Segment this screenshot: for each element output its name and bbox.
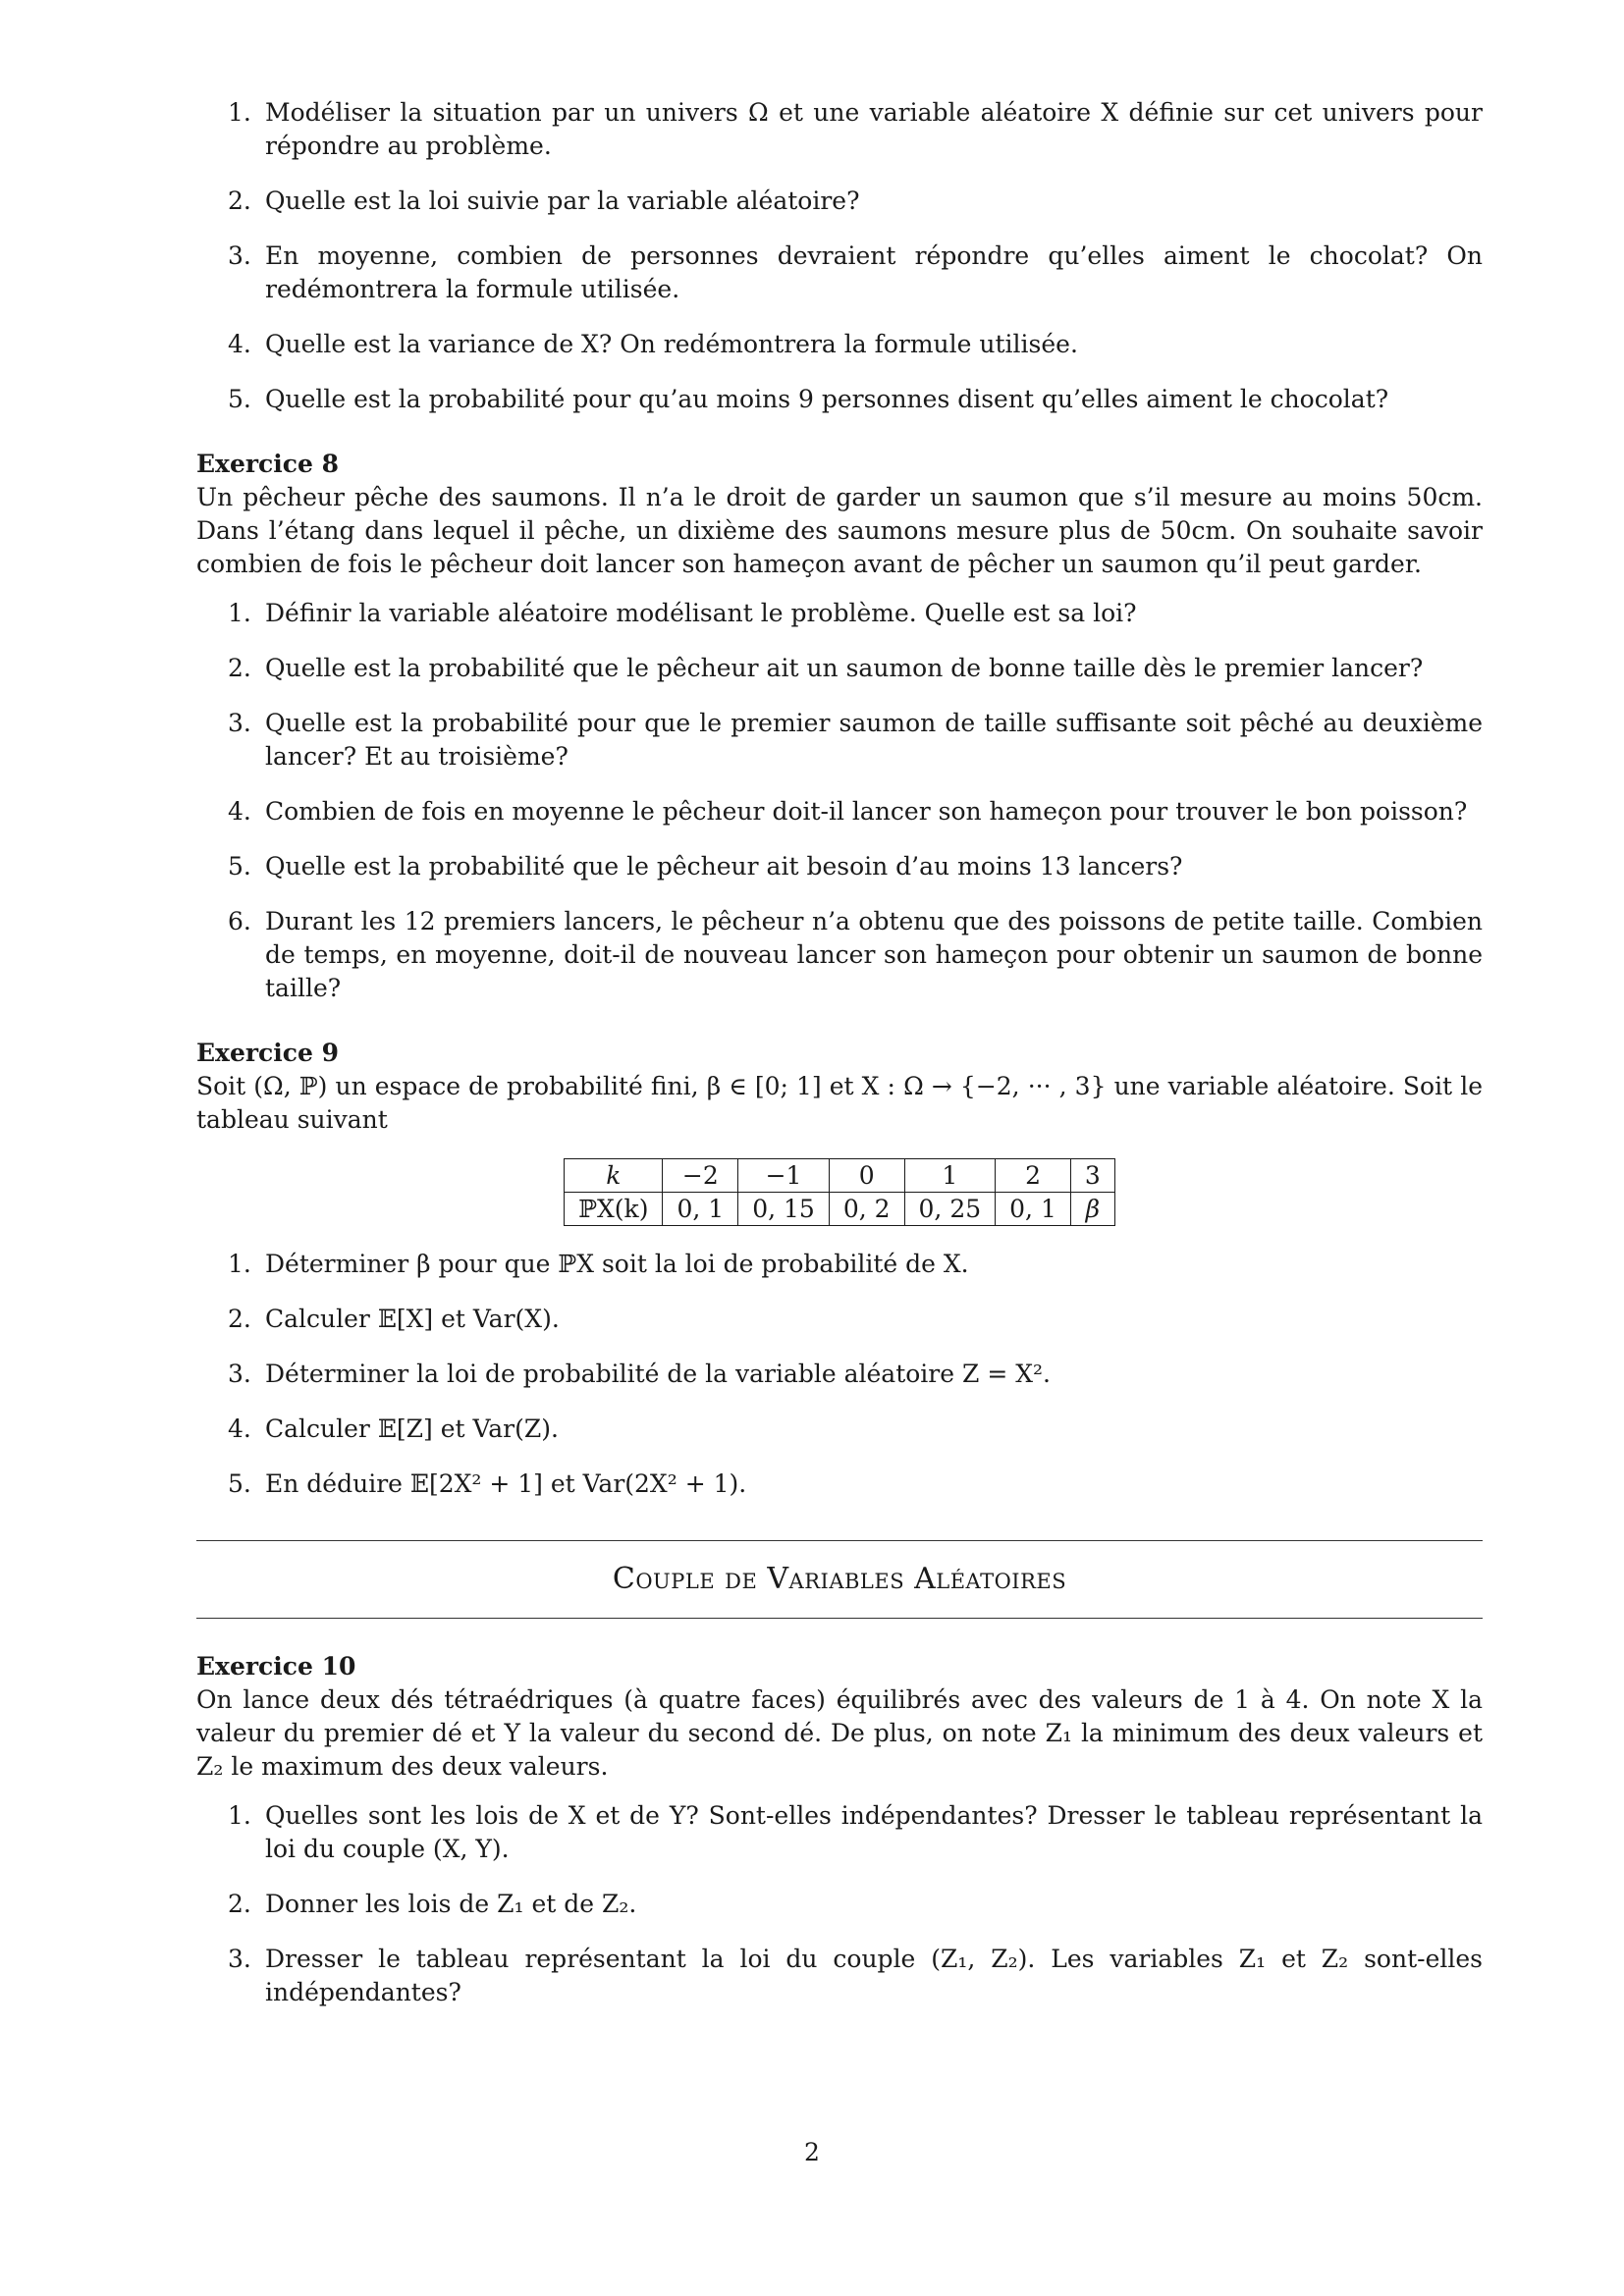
list-item: 3. Dresser le tableau représentant la loi du couple (Z₁, Z₂). Les variables Z₁ et Z₂ sont-elles indépendantes? bbox=[228, 1945, 1483, 2006]
list-item: 2. Quelle est la probabilité que le pêcheur ait un saumon de bonne taille dès le premier lancer? bbox=[228, 654, 1424, 682]
list-item: 5. Quelle est la probabilité pour qu’au moins 9 personnes disent qu’elles aiment le chocolat? bbox=[228, 385, 1389, 413]
list-item: 1. Modéliser la situation par un univers Ω et une variable aléatoire X définie sur cet univers pour répondre au problème. bbox=[228, 98, 1483, 160]
list-item: 3. Quelle est la probabilité pour que le premier saumon de taille suffisante soit pêché au deuxième lancer? Et au troisième? bbox=[228, 709, 1483, 771]
probability-table bbox=[564, 1158, 1115, 1226]
intro-question-list bbox=[196, 96, 1483, 416]
exercise-10-title: Exercice 10 bbox=[196, 1652, 356, 1681]
list-item: 5. Quelle est la probabilité que le pêcheur ait besoin d’au moins 13 lancers? bbox=[228, 852, 1183, 881]
list-item: 2. Donner les lois de Z₁ et de Z₂. bbox=[228, 1890, 637, 1918]
list-item: 1. Quelles sont les lois de X et de Y? Sont-elles indépendantes? Dresser le tableau représentant la loi du couple (X, Y). bbox=[228, 1801, 1483, 1863]
list-item: 6. Durant les 12 premiers lancers, le pêcheur n’a obtenu que des poissons de petite taille. Combien de temps, en moyenne, doit-il de nouveau lancer son hameçon pour obtenir un saumon de bonne taille? bbox=[228, 907, 1483, 1002]
list-item: 1. Déterminer β pour que ℙX soit la loi de probabilité de X. bbox=[228, 1250, 969, 1278]
table-cell: −1 bbox=[738, 1159, 830, 1193]
exercise-10-questions bbox=[196, 1799, 1483, 2009]
page-number: 2 bbox=[804, 2138, 820, 2166]
table-cell: −2 bbox=[663, 1159, 738, 1193]
table-cell: 0 bbox=[829, 1159, 904, 1193]
exercise-9-questions bbox=[196, 1248, 1483, 1501]
table-cell: ℙX(k) bbox=[565, 1193, 663, 1226]
exercise-8-title: Exercice 8 bbox=[196, 450, 339, 478]
table-row bbox=[565, 1159, 1115, 1193]
table-cell: 0, 1 bbox=[996, 1193, 1071, 1226]
list-item: 3. En moyenne, combien de personnes devraient répondre qu’elles aiment le chocolat? On redémontrera la formule utilisée. bbox=[228, 241, 1483, 303]
exercise-9-title: Exercice 9 bbox=[196, 1039, 339, 1067]
table-cell: 3 bbox=[1070, 1159, 1114, 1193]
exercise-8-statement: Un pêcheur pêche des saumons. Il n’a le droit de garder un saumon que s’il mesure au moins 50cm. Dans l’étang dans lequel il pêche, un dixième des saumons mesure plus de 50cm. On souhaite savoir combien de fois le pêcheur doit lancer son hameçon avant de pêcher un saumon qu’il peut garder. bbox=[196, 483, 1483, 578]
list-item: 2. Calculer 𝔼[X] et Var(X). bbox=[228, 1305, 560, 1333]
list-item: 3. Déterminer la loi de probabilité de la variable aléatoire Z = X². bbox=[228, 1360, 1051, 1388]
exercise-8-questions bbox=[196, 597, 1483, 1005]
exercise-10-statement: On lance deux dés tétraédriques (à quatre faces) équilibrés avec des valeurs de 1 à 4. On note X la valeur du premier dé et Y la valeur du second dé. De plus, on note Z₁ la minimum des deux valeurs et Z₂ le maximum des deux valeurs. bbox=[196, 1685, 1483, 1781]
table-cell: k bbox=[565, 1159, 663, 1193]
list-item: 4. Quelle est la variance de X? On redémontrera la formule utilisée. bbox=[228, 330, 1078, 358]
table-cell: 0, 25 bbox=[904, 1193, 996, 1226]
table-cell: 0, 1 bbox=[663, 1193, 738, 1226]
table-cell: 0, 2 bbox=[829, 1193, 904, 1226]
table-cell: 1 bbox=[904, 1159, 996, 1193]
table-row bbox=[565, 1193, 1115, 1226]
section-heading: Couple de Variables Aléatoires bbox=[196, 1540, 1483, 1619]
list-item: 5. En déduire 𝔼[2X² + 1] et Var(2X² + 1). bbox=[228, 1469, 747, 1498]
document-page bbox=[196, 96, 1483, 2031]
list-item: 4. Combien de fois en moyenne le pêcheur doit-il lancer son hameçon pour trouver le bon poisson? bbox=[228, 797, 1468, 826]
list-item: 4. Calculer 𝔼[Z] et Var(Z). bbox=[228, 1415, 559, 1443]
list-item: 1. Définir la variable aléatoire modélisant le problème. Quelle est sa loi? bbox=[228, 599, 1137, 627]
table-cell: β bbox=[1070, 1193, 1114, 1226]
table-cell: 0, 15 bbox=[738, 1193, 830, 1226]
exercise-9-statement: Soit (Ω, ℙ) un espace de probabilité fini, β ∈ [0; 1] et X : Ω → {−2, ··· , 3} une variable aléatoire. Soit le tableau suivant bbox=[196, 1072, 1483, 1134]
table-cell: 2 bbox=[996, 1159, 1071, 1193]
list-item: 2. Quelle est la loi suivie par la variable aléatoire? bbox=[228, 187, 860, 215]
